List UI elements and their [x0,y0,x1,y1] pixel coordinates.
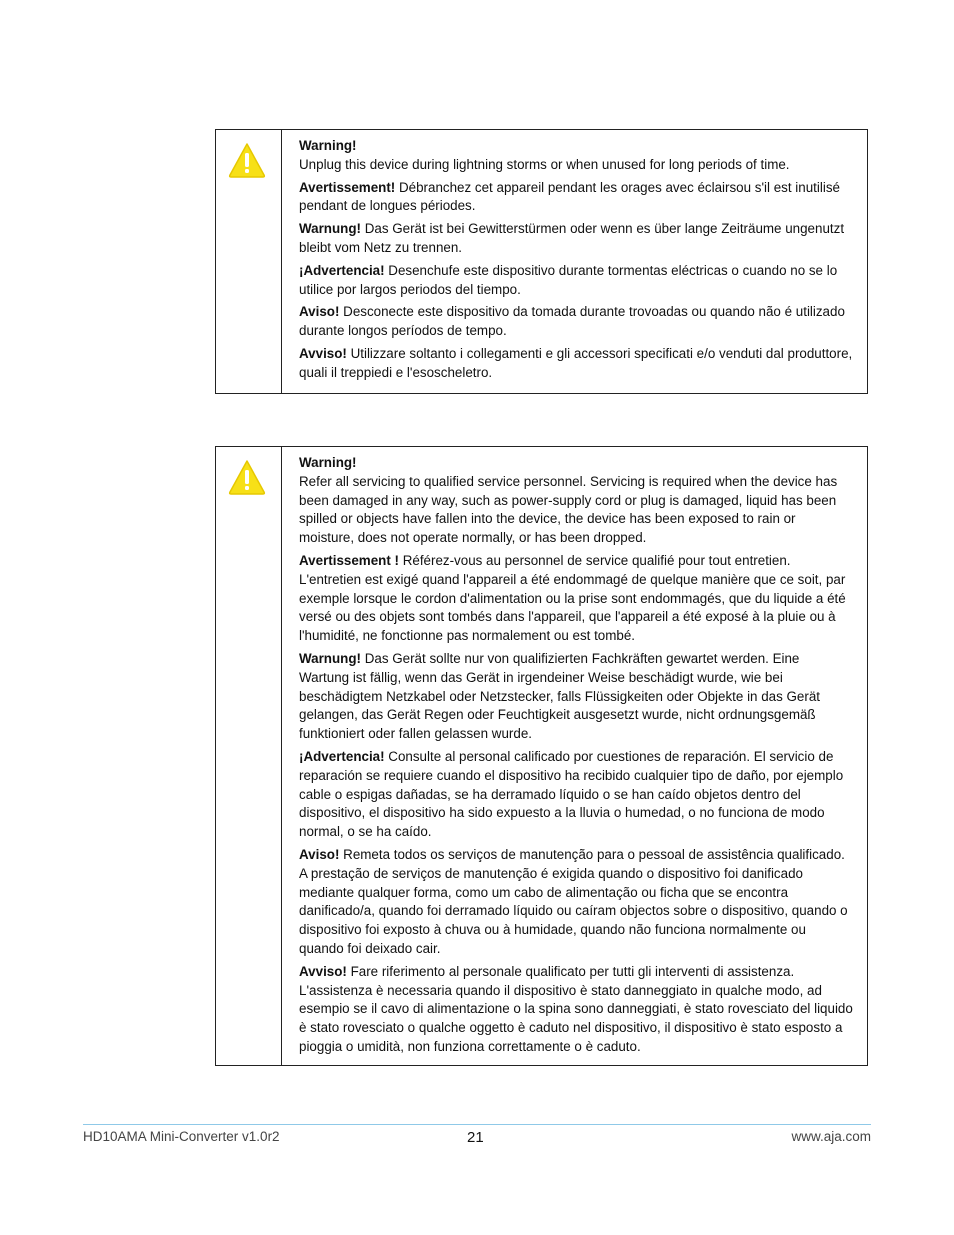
warning-entry-de [299,650,853,744]
warning-text-cell [282,447,867,1065]
warning-triangle-icon [228,142,266,178]
warning-text-cell [282,130,867,393]
warning-icon-cell [216,447,282,1065]
warning-entry-pt [299,303,853,341]
warning-entry-label: Avertissement! [299,179,396,195]
warning-english-text: Refer all servicing to qualified service personnel. Servicing is required when the device has been damaged in any way, such as power-supply cord or plug is damaged, liquid has been spilled or objects have fallen into the device, the device has been exposed to rain or moisture, does not operate normally, or has been dropped. [299,473,838,546]
warning-entry-pt [299,846,853,959]
warning-entry-es [299,262,853,300]
warning-entry-label: Warnung! [299,650,361,666]
warning-entry-text: Débranchez cet appareil pendant les orages avec éclairsou s'il est inutilisé pendant de longues périodes. [299,179,840,214]
warning-entry-text: Utilizzare soltanto i collegamenti e gli accessori specificati e/o venduti dal produttore, quali il treppiedi e l'esoscheletro. [299,345,853,380]
warning-entry-label: ¡Advertencia! [299,262,385,278]
warning-entry-text: Desconecte este dispositivo da tomada durante trovoadas ou quando não é utilizado durante longos períodos de tempo. [299,304,845,339]
warning-entry-it [299,963,853,1057]
warning-entry-label: Avertissement ! [299,552,399,568]
warning-entry-fr [299,179,853,217]
warning-heading: Warning! [299,138,357,153]
footer-page-number: 21 [467,1129,484,1146]
warning-entry-text: Das Gerät sollte nur von qualifizierten Fachkräften gewartet werden. Eine Wartung ist fällig, wenn das Gerät in irgendeiner Weise beschädigt wurde, wie bei beschädigtem Netzkabel oder Netzstecker, falls Flüssigkeiten oder Objekte in das Gerät gelangen, das Gerät Regen oder Feuchtigkeit ausgesetzt wurde, nicht ordnungsgemäß funktioniert oder fallen gelassen wurde. [299,650,821,742]
warning-entry-text: Das Gerät ist bei Gewitterstürmen oder wenn es über lange Zeiträume ungenutzt bleibt vom Netz zu trennen. [299,221,845,255]
warning-entry-text: Desenchufe este dispositivo durante tormentas eléctricas o cuando no se lo utilice por largos periodos del tiempo. [299,262,838,297]
warning-entry-it [299,345,853,383]
warning-entry-text: Consulte al personal calificado por cuestiones de reparación. El servicio de reparación se requiere cuando el dispositivo ha recibido cualquier tipo de daño, por ejemplo cable o espigas dañadas, se ha derramado líquido o se han caído objetos dentro del dispositivo, el dispositivo ha sido expuesto a la lluvia o humedad, o no funciona de modo normal, o se ha caído. [299,748,844,840]
warning-entry-label: Warnung! [299,221,361,237]
footer-divider [83,1124,871,1125]
warning-entry-label: ¡Advertencia! [299,748,385,764]
warning-entry-fr [299,552,853,646]
warning-english-text: Unplug this device during lightning storms or when unused for long periods of time. [299,156,790,172]
warning-entry-es [299,748,853,842]
warning-entry-text: Référez-vous au personnel de service qualifié pour tout entretien. L'entretien est exigé quand l'appareil a été endommagé de quelque manière que ce soit, par exemple lorsque le cordon d'alimentation ou la prise sont endommagés, que du liquide a été versé ou des objets sont tombés dans l'appareil, que l'appareil a été exposé à la pluie ou à l'humidité, ne fonctionne pas normalement ou est tombé. [299,552,846,644]
warning-box-lightning [215,129,868,394]
footer-document-title: HD10AMA Mini-Converter v1.0r2 [83,1129,280,1144]
warning-entry-label: Avviso! [299,963,347,979]
warning-heading: Warning! [299,455,357,470]
warning-entry-text: Fare riferimento al personale qualificato per tutti gli interventi di assistenza. L'assistenza è necessaria quando il dispositivo è stato danneggiato in qualche modo, ad esempio se il cavo di alimentazione o la spina sono danneggiati, è stato rovesciato del liquido è stato rovesciato o qualche oggetto è caduto nel dispositivo, il dispositivo è stato esposto a pioggia o umidità, non funziona correttamente o è caduto. [299,963,853,1054]
warning-entry-label: Avviso! [299,345,347,361]
warning-entry-label: Aviso! [299,304,340,320]
warning-entry-de [299,220,853,258]
footer-website-link[interactable]: www.aja.com [791,1129,871,1144]
warning-icon-cell [216,130,282,393]
warning-triangle-icon [228,459,266,495]
warning-entry-text: Remeta todos os serviços de manutenção para o pessoal de assistência qualificado. A prestação de serviços de manutenção é exigida quando o dispositivo foi danificado mediante qualquer forma, como um cabo de alimentação ou ficha que se encontra danificado/a, quando foi derramado líquido ou caíram objectos sobre o dispositivo, quando o dispositivo foi exposto à chuva ou à humidade, quando não funciona normalmente ou quando foi deixado cair. [299,846,848,956]
warning-entry-label: Aviso! [299,846,340,862]
warning-box-servicing [215,446,868,1066]
